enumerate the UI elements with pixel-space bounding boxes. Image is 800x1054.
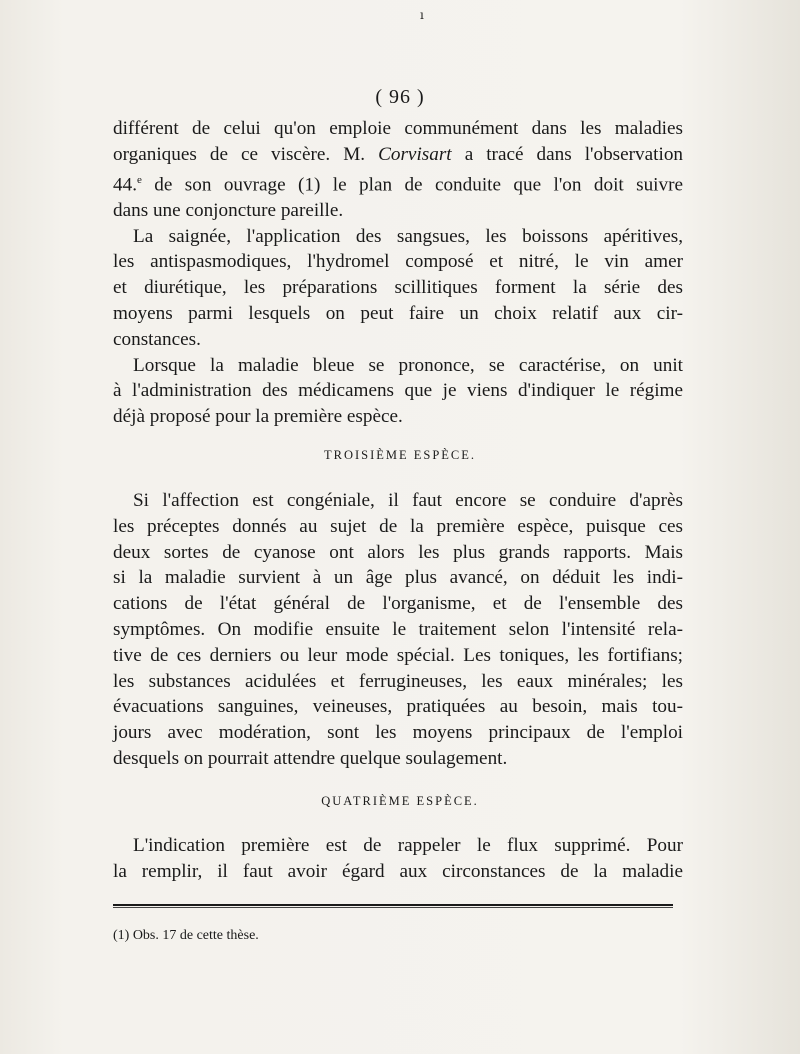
text-line: jours avec modération, sont les moyens principaux de l'emploi bbox=[113, 722, 683, 744]
footnote-rule bbox=[113, 904, 673, 906]
body-text-section3 bbox=[113, 488, 683, 772]
text-line: évacuations sanguines, veineuses, pratiquées au besoin, mais tou- bbox=[113, 696, 683, 718]
section-heading-troisieme: TROISIÈME ESPÈCE. bbox=[323, 448, 477, 462]
text-line: L'indication première est de rappeler le flux supprimé. Pour bbox=[133, 835, 683, 856]
top-mark: ı bbox=[420, 8, 424, 22]
text-line: cations de l'état général de l'organisme, et de l'ensemble des bbox=[113, 593, 683, 615]
text-line: et diurétique, les préparations scillitiques forment la série des bbox=[113, 277, 683, 299]
author-name: Corvisart bbox=[378, 143, 452, 165]
text-line: si la maladie survient à un âge plus avancé, on déduit les indi- bbox=[113, 567, 683, 589]
text-line: Lorsque la maladie bleue se prononce, se caractérise, on unit bbox=[133, 354, 683, 376]
text-line: constances. bbox=[113, 328, 201, 350]
page-number: ( 96 ) bbox=[375, 86, 425, 108]
body-text bbox=[113, 116, 683, 430]
text-line: la remplir, il faut avoir égard aux circonstances de la maladie bbox=[113, 860, 683, 882]
text-line: 44.$^e$ de son ouvrage (1) le plan de conduite que l'on doit suivre bbox=[113, 173, 684, 195]
text-line: dans une conjoncture pareille. bbox=[113, 199, 344, 221]
footnote-rule-thin bbox=[113, 907, 673, 908]
footnote: (1) Obs. 17 de cette thèse. bbox=[113, 928, 259, 943]
text-line: moyens parmi lesquels on peut faire un choix relatif aux cir- bbox=[113, 302, 683, 324]
text-line: deux sortes de cyanose ont alors les plus grands rapports. Mais bbox=[113, 541, 683, 563]
section-heading-quatrieme: QUATRIÈME ESPÈCE. bbox=[321, 794, 479, 808]
text-line: les préceptes donnés au sujet de la première espèce, puisque ces bbox=[113, 515, 683, 537]
text-line: desquels on pourrait attendre quelque soulagement. bbox=[113, 747, 508, 769]
text-line: les antispasmodiques, l'hydromel composé et nitré, le vin amer bbox=[113, 251, 683, 273]
text-line: différent de celui qu'on emploie communément dans les maladies bbox=[113, 118, 683, 139]
body-text-section4 bbox=[113, 833, 683, 885]
text-line: organiques de ce viscère. M. Corvisart a tracé dans l'observation bbox=[113, 143, 684, 165]
text-line: tive de ces derniers ou leur mode spécial. Les toniques, les fortifians; bbox=[113, 644, 683, 666]
text-line: les substances acidulées et ferrugineuses, les eaux minérales; les bbox=[113, 670, 683, 692]
text-line: La saignée, l'application des sangsues, les boissons apéritives, bbox=[133, 225, 683, 247]
text-line: déjà proposé pour la première espèce. bbox=[113, 406, 403, 428]
text-line: symptômes. On modifie ensuite le traitement selon l'intensité rela- bbox=[113, 618, 683, 640]
text-line: à l'administration des médicamens que je viens d'indiquer le régime bbox=[113, 380, 683, 402]
text-line: Si l'affection est congéniale, il faut encore se conduire d'après bbox=[133, 490, 683, 511]
